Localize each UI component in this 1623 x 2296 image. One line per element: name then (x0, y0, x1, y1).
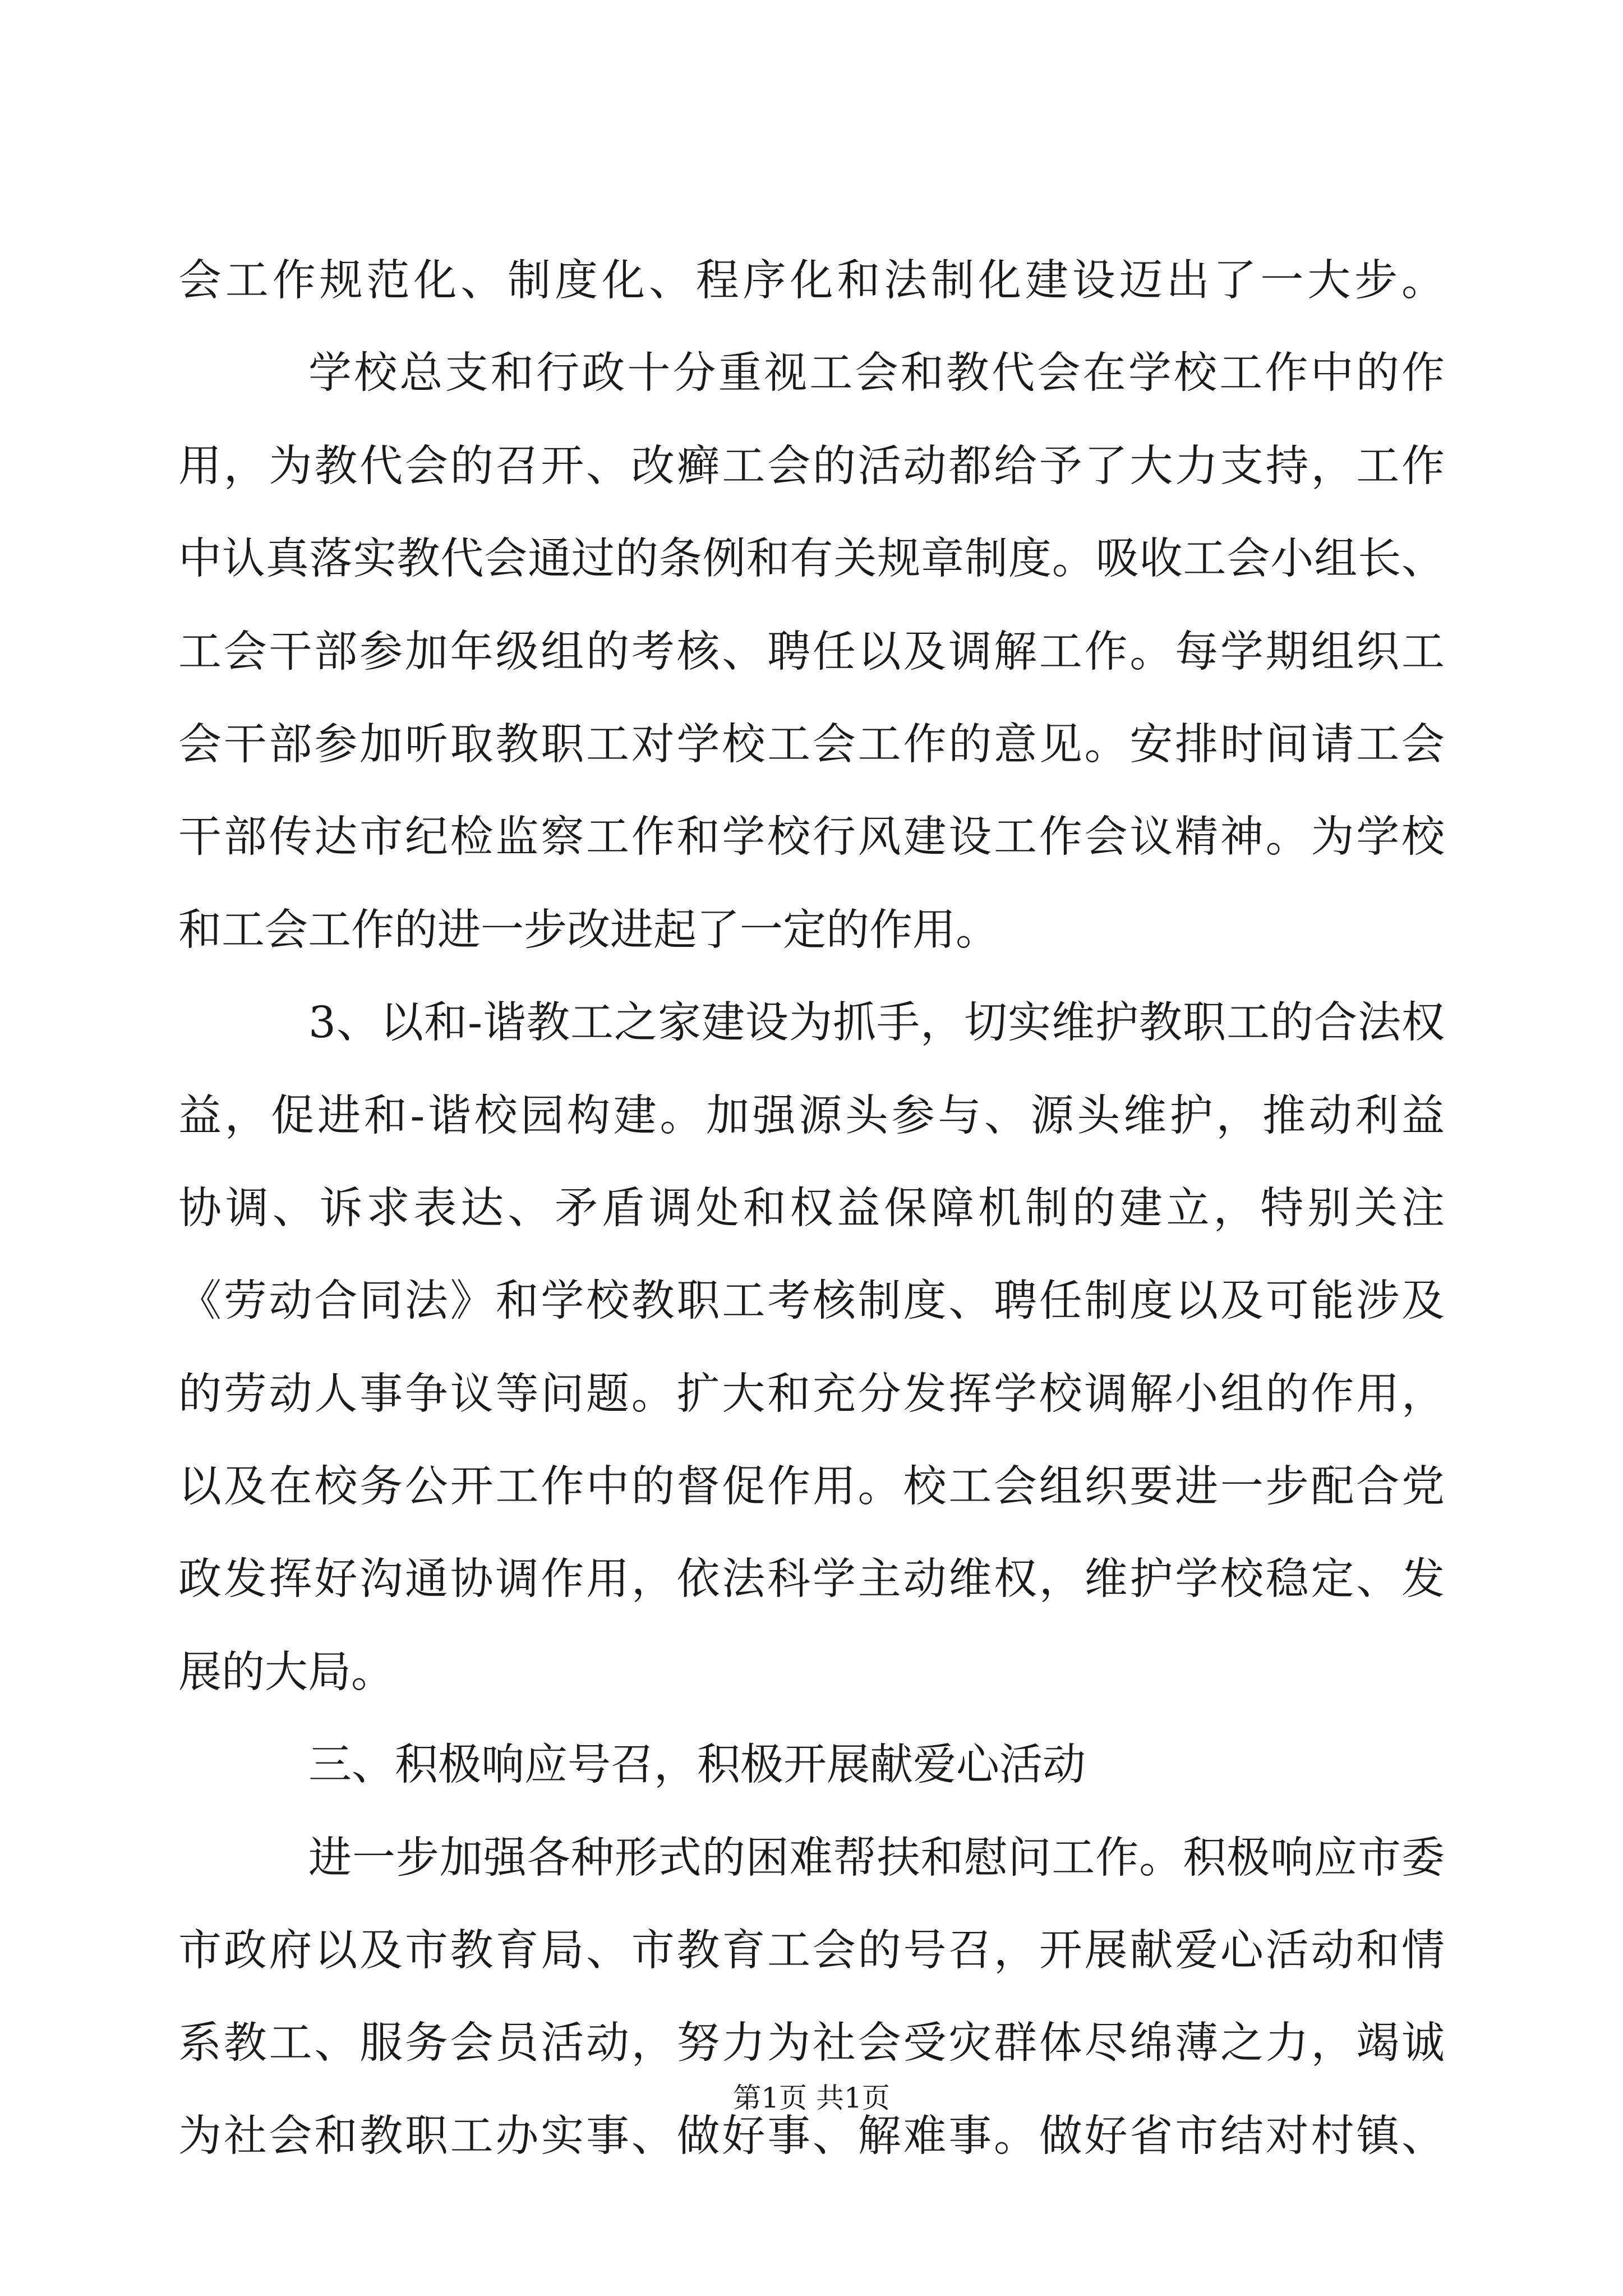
text-line: 进一步加强各种形式的困难帮扶和慰问工作。积极响应市委 (308, 1833, 1445, 1883)
text-line: 用，为教代会的召开、改癣工会的活动都给予了大力支持，工作 (178, 441, 1445, 491)
text-line: 市政府以及市教育局、市教育工会的号召，开展献爱心活动和情 (178, 1926, 1445, 1976)
text-line: 工会干部参加年级组的考核、聘任以及调解工作。每学期组织工 (178, 627, 1445, 677)
text-line: 会干部参加听取教职工对学校工会工作的意见。安排时间请工会 (178, 719, 1445, 770)
text-line: 学校总支和行政十分重视工会和教代会在学校工作中的作 (308, 348, 1445, 399)
text-line: 3、以和-谐教工之家建设为抓手，切实维护教职工的合法权 (308, 998, 1445, 1048)
text-line: 中认真落实教代会通过的条例和有关规章制度。吸收工会小组长、 (178, 534, 1445, 585)
text-line: 会工作规范化、制度化、程序化和法制化建设迈出了一大步。 (178, 256, 1445, 306)
page-number-footer: 第1页 共1页 (733, 2082, 890, 2114)
text-line: 协调、诉求表达、矛盾调处和权益保障机制的建立，特别关注 (178, 1183, 1445, 1234)
text-line: 《劳动合同法》和学校教职工考核制度、聘任制度以及可能涉及 (178, 1276, 1445, 1327)
document-body (178, 234, 1445, 2183)
text-line: 政发挥好沟通协调作用，依法科学主动维权，维护学校稳定、发 (178, 1554, 1445, 1605)
text-line: 为社会和教职工办实事、做好事、解难事。做好省市结对村镇、 (178, 2111, 1445, 2161)
text-line: 和工会工作的进一步改进起了一定的作用。 (178, 905, 999, 955)
text-line: 展的大局。 (178, 1647, 394, 1697)
text-line: 的劳动人事争议等问题。扩大和充分发挥学校调解小组的作用， (178, 1369, 1445, 1419)
text-line: 干部传达市纪检监察工作和学校行风建设工作会议精神。为学校 (178, 812, 1445, 863)
section-heading: 三、积极响应号召，积极开展献爱心活动 (308, 1740, 1086, 1791)
text-line: 系教工、服务会员活动，努力为社会受灾群体尽绵薄之力，竭诚 (178, 2018, 1445, 2069)
text-line: 益，促进和-谐校园构建。加强源头参与、源头维护，推动利益 (178, 1091, 1445, 1141)
text-line: 以及在校务公开工作中的督促作用。校工会组织要进一步配合党 (178, 1462, 1445, 1512)
